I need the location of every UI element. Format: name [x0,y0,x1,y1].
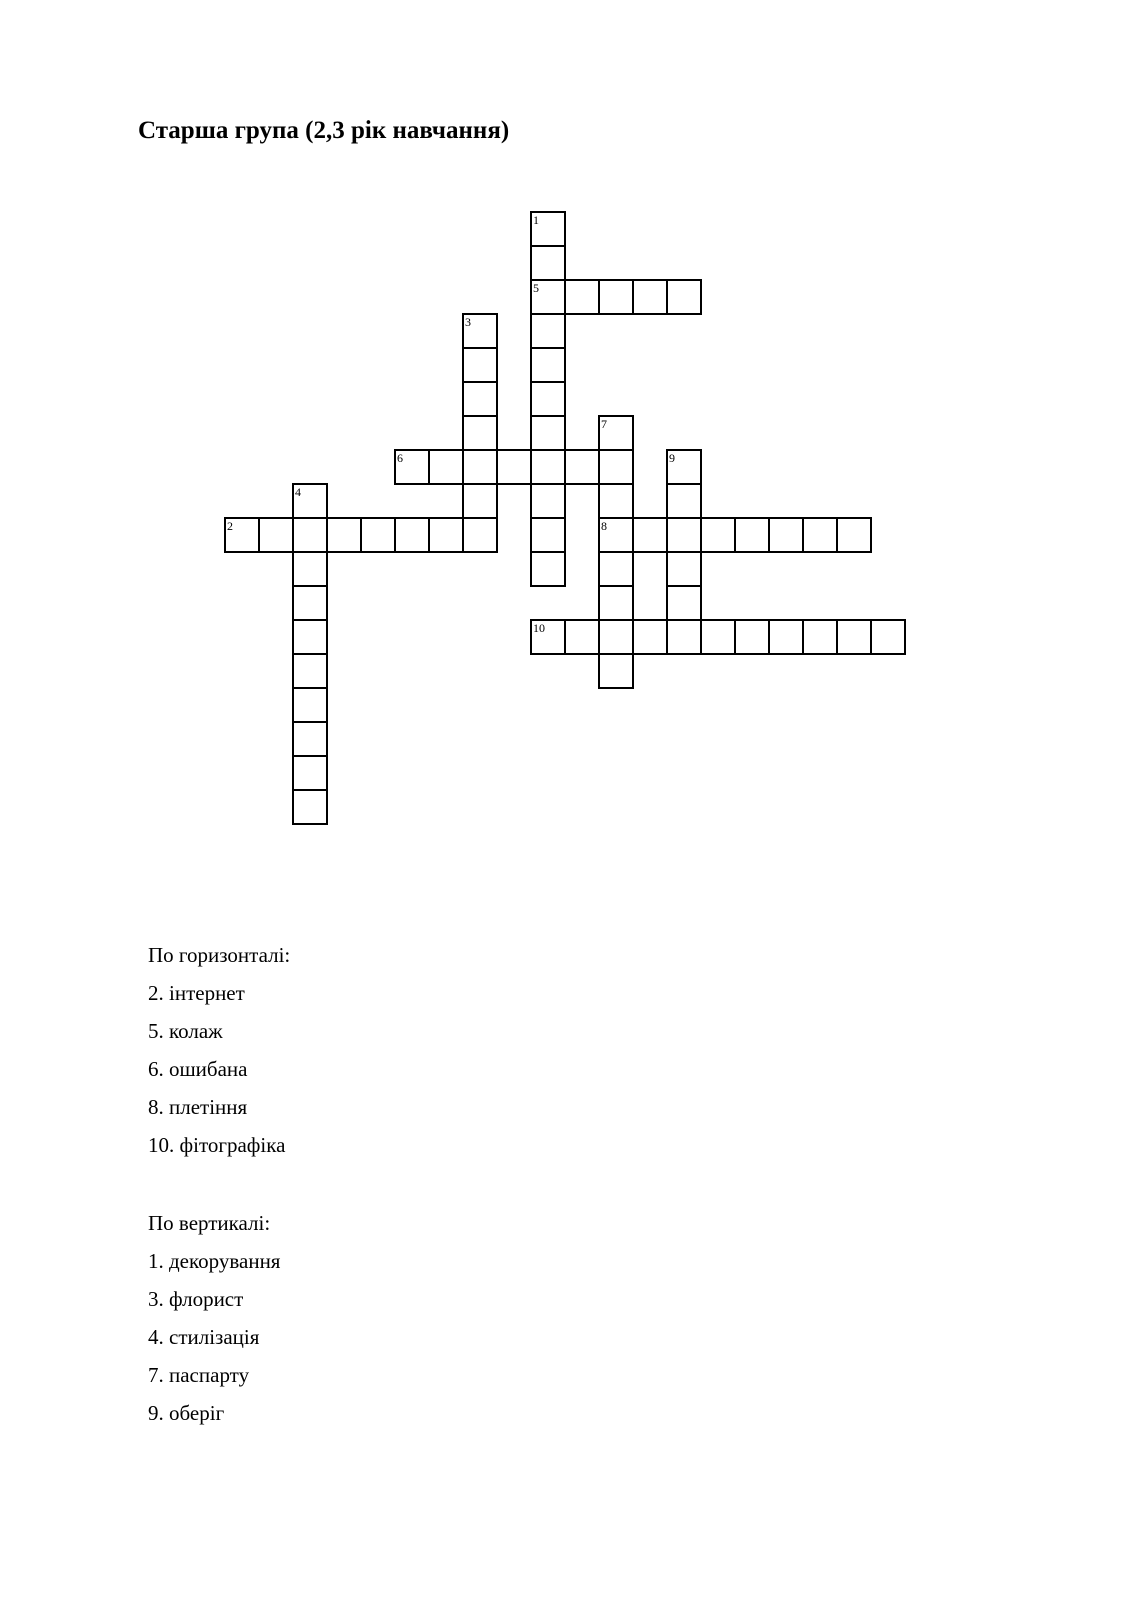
crossword-cell[interactable] [292,517,328,553]
crossword-cell[interactable] [224,517,260,553]
crossword-cell[interactable] [598,517,634,553]
clue-across-6: 6. ошибана [148,1057,248,1081]
clue-down-9: 9. оберіг [148,1401,225,1425]
crossword-cell[interactable] [292,789,328,825]
cell-number: 3 [465,315,471,329]
clues-down [148,1204,280,1432]
clues-down-heading: По вертикалі: [148,1211,271,1235]
crossword-cell[interactable] [530,245,566,281]
crossword-cell[interactable] [700,517,736,553]
crossword-cell[interactable] [462,415,498,451]
crossword-cell[interactable] [530,381,566,417]
crossword-cell[interactable] [292,721,328,757]
crossword-cell[interactable] [394,449,430,485]
cell-number: 5 [533,281,539,295]
crossword-cell[interactable] [428,449,464,485]
crossword-cell[interactable] [530,619,566,655]
crossword-cell[interactable] [598,585,634,621]
crossword-cell[interactable] [802,619,838,655]
crossword-cell[interactable] [530,279,566,315]
crossword-cell[interactable] [632,619,668,655]
crossword-cell[interactable] [564,449,600,485]
crossword-cell[interactable] [530,449,566,485]
crossword-cell[interactable] [598,449,634,485]
crossword-cell[interactable] [598,653,634,689]
clue-across-5: 5. колаж [148,1019,223,1043]
crossword-cell[interactable] [564,619,600,655]
crossword-cell[interactable] [632,517,668,553]
clues-across-heading: По горизонталі: [148,943,291,967]
crossword-cell[interactable] [598,483,634,519]
crossword-cell[interactable] [292,551,328,587]
crossword-cell[interactable] [870,619,906,655]
page-title: Старша група (2,3 рік навчання) [138,117,510,144]
crossword-cell[interactable] [496,449,532,485]
clue-across-2: 2. інтернет [148,981,245,1005]
cell-number: 2 [227,519,233,533]
cell-number: 1 [533,213,539,227]
crossword-cell[interactable] [768,517,804,553]
crossword-cell[interactable] [666,449,702,485]
cell-number: 4 [295,485,301,499]
crossword-cell[interactable] [292,653,328,689]
crossword-cell[interactable] [598,551,634,587]
crossword-cell[interactable] [734,619,770,655]
crossword-cell[interactable] [462,517,498,553]
cell-number: 7 [601,417,607,431]
crossword-cell[interactable] [462,449,498,485]
crossword-cell[interactable] [598,415,634,451]
cell-number: 8 [601,519,607,533]
crossword-cell[interactable] [292,585,328,621]
clue-down-4: 4. стилізація [148,1325,260,1349]
crossword-cell[interactable] [530,313,566,349]
crossword-cell[interactable] [292,687,328,723]
cell-number: 6 [397,451,403,465]
clue-down-3: 3. флорист [148,1287,244,1311]
crossword-cell[interactable] [292,483,328,519]
crossword-cell[interactable] [326,517,362,553]
crossword-cell[interactable] [666,585,702,621]
crossword-cell[interactable] [666,619,702,655]
cell-number: 10 [533,621,545,635]
clues-across [148,936,290,1164]
crossword-cell[interactable] [666,279,702,315]
crossword-cell[interactable] [292,619,328,655]
clue-across-10: 10. фітографіка [148,1133,286,1157]
crossword-cell[interactable] [598,619,634,655]
crossword-cell[interactable] [768,619,804,655]
crossword-cell[interactable] [564,279,600,315]
crossword-cell[interactable] [836,517,872,553]
cell-number: 9 [669,451,675,465]
crossword-cell[interactable] [632,279,668,315]
crossword-cell[interactable] [530,551,566,587]
crossword-cell[interactable] [530,347,566,383]
clue-down-1: 1. декорування [148,1249,281,1273]
crossword-cell[interactable] [530,415,566,451]
crossword-cell[interactable] [530,211,566,247]
crossword-cell[interactable] [462,381,498,417]
crossword-cell[interactable] [530,517,566,553]
crossword-cell[interactable] [462,347,498,383]
crossword-cell[interactable] [394,517,430,553]
crossword-cell[interactable] [802,517,838,553]
crossword-cell[interactable] [836,619,872,655]
crossword-cell[interactable] [462,313,498,349]
crossword-cell[interactable] [360,517,396,553]
clue-down-7: 7. паспарту [148,1363,250,1387]
crossword-cell[interactable] [666,517,702,553]
crossword-cell[interactable] [292,755,328,791]
crossword-cell[interactable] [700,619,736,655]
clue-across-8: 8. плетіння [148,1095,248,1119]
crossword-cell[interactable] [598,279,634,315]
crossword-cell[interactable] [530,483,566,519]
crossword-cell[interactable] [462,483,498,519]
crossword-cell[interactable] [258,517,294,553]
crossword-cell[interactable] [734,517,770,553]
crossword-cell[interactable] [666,483,702,519]
crossword-cell[interactable] [666,551,702,587]
crossword-cell[interactable] [428,517,464,553]
crossword-grid [224,211,913,839]
